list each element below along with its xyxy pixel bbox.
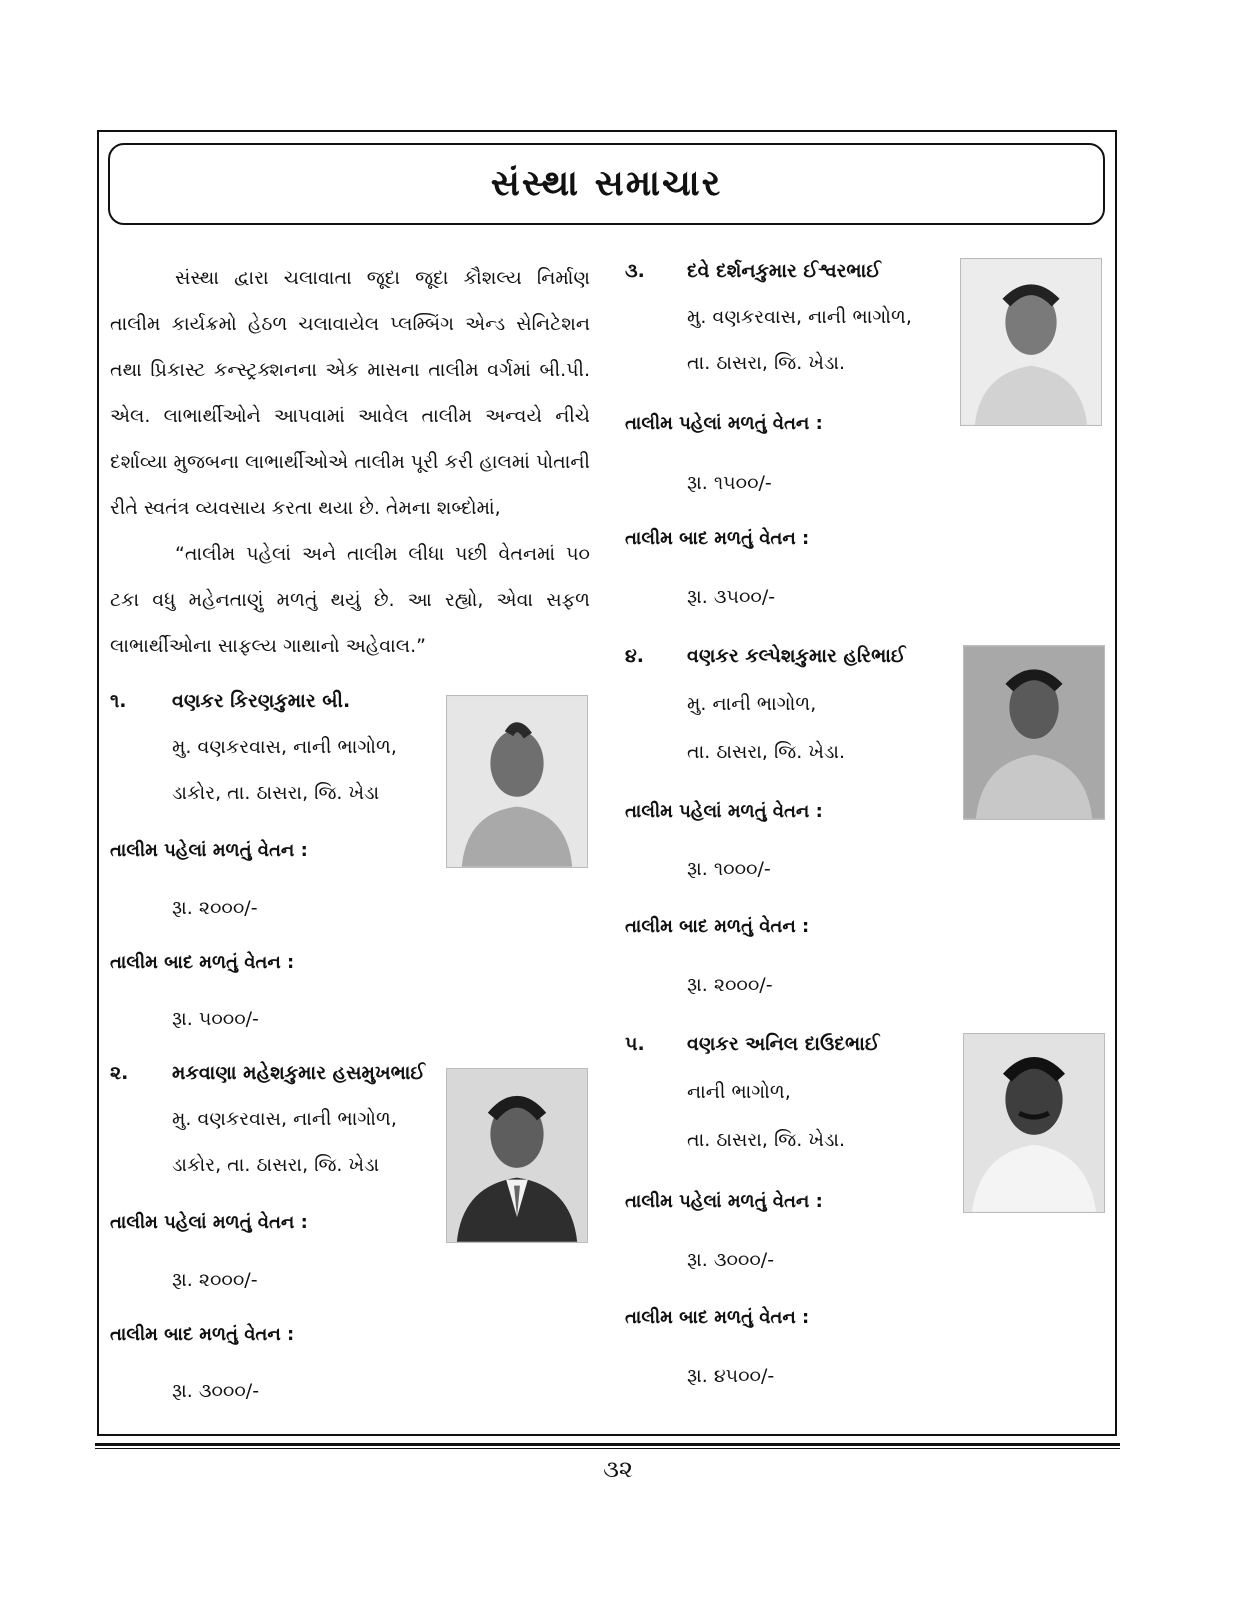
entry-number: ૨. <box>110 1062 129 1084</box>
intro-paragraph-2: “તાલીમ પહેલાં અને તાલીમ લીધા પછી વેતનમાં ૫૦ ટકા વધુ મહેનતાણું મળતું થયું છે. આ રહ્યો, એવા સફળ લાભાર્થીઓના સાફલ્ય ગાથાનો અહેવાલ.” <box>110 543 590 657</box>
salary-after-label: તાલીમ બાદ મળતું વેતન : <box>110 1324 295 1345</box>
entry-address-line-1: નાની ભાગોળ, <box>687 1081 791 1103</box>
footer-rule-thick <box>95 1443 1120 1446</box>
salary-after-value: રૂા. ૩૫૦૦/- <box>687 586 776 608</box>
title-box <box>108 143 1105 225</box>
salary-before-value: રૂા. ૨૦૦૦/- <box>172 1269 258 1291</box>
person-silhouette-icon <box>961 259 1101 425</box>
entry-address-line-2: ડાકોર, તા. ઠાસરા, જિ. ખેડા <box>172 1154 380 1176</box>
salary-before-value: રૂા. ૧૫૦૦/- <box>687 472 772 494</box>
person-silhouette-icon <box>447 696 587 867</box>
portrait-photo-4 <box>963 645 1105 820</box>
entry-address-line-1: મુ. નાની ભાગોળ, <box>687 693 817 715</box>
portrait-photo-5 <box>963 1033 1105 1213</box>
salary-before-label: તાલીમ પહેલાં મળતું વેતન : <box>625 1191 823 1212</box>
entry-name: મકવાણા મહેશકુમાર હસમુખભાઈ <box>172 1062 426 1084</box>
entry-name: વણકર કિરણકુમાર બી. <box>172 690 351 712</box>
person-silhouette-icon <box>964 646 1104 819</box>
page-number: ૩૨ <box>602 1455 634 1483</box>
salary-before-label: તાલીમ પહેલાં મળતું વેતન : <box>625 413 823 434</box>
entry-number: ૧. <box>110 690 127 712</box>
page-title: સંસ્થા સમાચાર <box>490 163 723 204</box>
portrait-photo-3 <box>960 258 1102 426</box>
footer-rule-thin <box>95 1448 1120 1449</box>
portrait-photo-2 <box>446 1068 588 1243</box>
entry-address-line-2: તા. ઠાસરા, જિ. ખેડા. <box>687 1129 846 1151</box>
salary-after-value: રૂા. ૨૦૦૦/- <box>687 974 773 996</box>
person-silhouette-icon <box>964 1034 1104 1212</box>
entry-address-line-2: ડાકોર, તા. ઠાસરા, જિ. ખેડા <box>172 782 380 804</box>
salary-after-value: રૂા. ૫૦૦૦/- <box>172 1008 259 1030</box>
entry-number: ૪. <box>625 645 644 667</box>
salary-before-value: રૂા. ૧૦૦૦/- <box>687 858 771 880</box>
entry-name: વણકર અનિલ દાઉદભાઈ <box>687 1033 880 1055</box>
salary-before-label: તાલીમ પહેલાં મળતું વેતન : <box>110 840 308 861</box>
person-silhouette-icon <box>447 1069 587 1242</box>
salary-before-value: રૂા. ૩૦૦૦/- <box>687 1249 775 1271</box>
intro-paragraph-1: સંસ્થા દ્વારા ચલાવાતા જૂદા જૂદા કૌશલ્ય નિર્માણ તાલીમ કાર્યક્રમો હેઠળ ચલાવાયેલ પ્લમ્બિંગ એન્ડ સેનિટેશન તથા પ્રિકાસ્ટ કન્સ્ટ્રક્શનના એક માસના તાલીમ વર્ગમાં બી.પી. એલ. લાભાર્થીઓને આપવામાં આવેલ તાલીમ અન્વયે નીચે દર્શાવ્યા મુજબના લાભાર્થીઓએ તાલીમ પૂરી કરી હાલમાં પોતાની રીતે સ્વતંત્ર વ્યવસાય કરતા થયા છે. તેમના શબ્દોમાં, <box>110 267 590 519</box>
entry-number: ૩. <box>625 260 645 282</box>
salary-after-label: તાલીમ બાદ મળતું વેતન : <box>625 916 810 937</box>
salary-after-label: તાલીમ બાદ મળતું વેતન : <box>625 1307 810 1328</box>
salary-after-label: તાલીમ બાદ મળતું વેતન : <box>625 528 810 549</box>
salary-before-label: તાલીમ પહેલાં મળતું વેતન : <box>625 801 823 822</box>
portrait-photo-1 <box>446 695 588 868</box>
intro-text <box>110 255 590 669</box>
entry-name: દવે દર્શનકુમાર ઈશ્વરભાઈ <box>687 260 881 282</box>
salary-after-label: તાલીમ બાદ મળતું વેતન : <box>110 952 295 973</box>
entry-address-line-1: મુ. વણકરવાસ, નાની ભાગોળ, <box>687 306 912 328</box>
salary-before-value: રૂા. ૨૦૦૦/- <box>172 897 258 919</box>
salary-after-value: રૂા. ૪૫૦૦/- <box>687 1365 775 1387</box>
entry-address-line-1: મુ. વણકરવાસ, નાની ભાગોળ, <box>172 1108 397 1130</box>
entry-address-line-2: તા. ઠાસરા, જિ. ખેડા. <box>687 352 846 374</box>
entry-name: વણકર કલ્પેશકુમાર હરિભાઈ <box>687 645 906 667</box>
salary-after-value: રૂા. ૩૦૦૦/- <box>172 1380 260 1402</box>
salary-before-label: તાલીમ પહેલાં મળતું વેતન : <box>110 1212 308 1233</box>
entry-address-line-2: તા. ઠાસરા, જિ. ખેડા. <box>687 741 846 763</box>
entry-number: ૫. <box>625 1033 645 1055</box>
entry-address-line-1: મુ. વણકરવાસ, નાની ભાગોળ, <box>172 736 397 758</box>
